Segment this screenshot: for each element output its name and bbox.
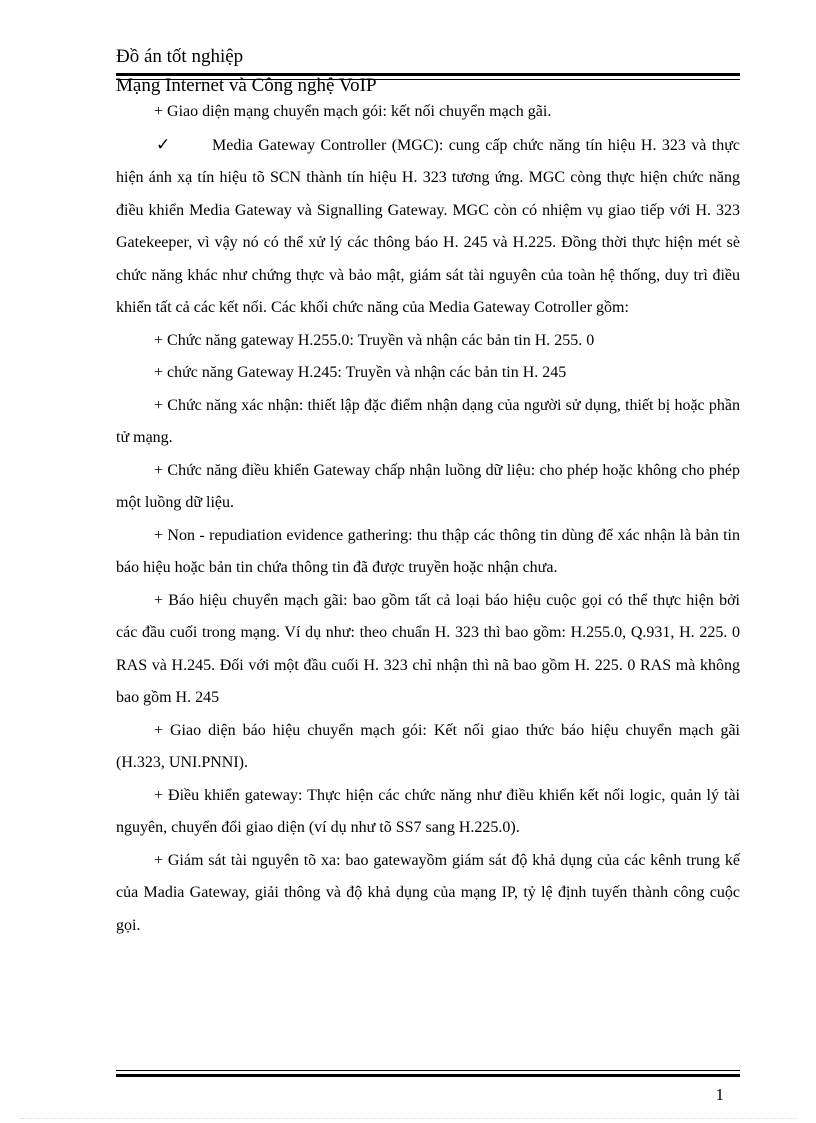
paragraph-mgc bbox=[116, 129, 740, 325]
paragraph-6: + Chức năng điều khiển Gateway chấp nhận luồng dữ liệu: cho phép hoặc không cho phép một luồng dữ liệu. bbox=[116, 461, 740, 511]
footer-rule-thin bbox=[116, 1070, 740, 1071]
footer-rule-thick bbox=[116, 1074, 740, 1077]
paragraph-5: + Chức năng xác nhận: thiết lập đặc điểm nhận dạng của người sử dụng, thiết bị hoặc phần tử mạng. bbox=[116, 396, 740, 446]
paragraph-8: + Báo hiệu chuyển mạch gãi: bao gồm tất cả loại báo hiệu cuộc gọi có thể thực hiện bởi các đầu cuối trong mạng. Ví dụ như: theo chuẩn H. 323 thì bao gồm: H.255.0, Q.931, H. 225. 0 RAS và H.245. Đối với một đầu cuối H. 323 chỉ nhận thì nã bao gồm H. 225. 0 RAS mà không bao gồm H. 245 bbox=[116, 591, 740, 706]
page-edge-dotted-line bbox=[20, 1118, 796, 1119]
header-title: Đồ án tốt nghiệp bbox=[116, 46, 244, 67]
paragraph-7: + Non - repudiation evidence gathering: thu thập các thông tin dùng để xác nhận là bản tin báo hiệu hoặc bản tin chứa thông tin đã được truyền hoặc nhận chưa. bbox=[116, 526, 740, 576]
paragraph-mgc-text: Media Gateway Controller (MGC): cung cấp chức năng tín hiệu H. 323 và thực hiện ánh xạ tín hiệu tõ SCN thành tín hiệu H. 323 tương ứng. MGC còng thực hiện chức năng điều khiển Media Gateway và Signalling Gateway. MGC còn có nhiệm vụ giao tiếp với H. 323 Gatekeeper, vì vậy nó có thể xử lý các thông báo H. 245 và H.225. Đồng thời thực hiện mét sè chức năng khác như chứng thực và bảo mật, giám sát tài nguyên của toàn hệ thống, duy trì điều khiển tất cả các kết nối. Các khối chức năng của Media Gateway Cotroller gồm: bbox=[116, 136, 740, 316]
checkmark-icon: ✓ bbox=[156, 134, 171, 154]
paragraph-11: + Giám sát tài nguyên tõ xa: bao gatewayồm giám sát độ khả dụng của các kênh trung kế của Madia Gateway, giải thông và độ khả dụng của mạng IP, tỷ lệ định tuyến thành công cuộc gọi. bbox=[116, 851, 740, 934]
paragraph-10: + Điều khiển gateway: Thực hiện các chức năng như điều khiển kết nối logic, quản lý tài nguyên, chuyển đổi giao diện (ví dụ như tõ SS7 sang H.225.0). bbox=[116, 786, 740, 836]
document-body bbox=[116, 96, 740, 942]
paragraph-4: + chức năng Gateway H.245: Truyền và nhận các bản tin H. 245 bbox=[154, 364, 567, 381]
paragraph-1: + Giao diện mạng chuyển mạch gói: kết nối chuyển mạch gãi. bbox=[154, 103, 552, 120]
header-subtitle: Mạng Internet và Công nghệ VoIP bbox=[116, 75, 377, 96]
page-number: 1 bbox=[715, 1085, 724, 1104]
paragraph-9: + Giao diện báo hiệu chuyển mạch gói: Kết nối giao thức báo hiệu chuyển mạch gãi (H.323, UNI.PNNI). bbox=[116, 721, 740, 771]
paragraph-3: + Chức năng gateway H.255.0: Truyền và nhận các bản tin H. 255. 0 bbox=[154, 331, 595, 349]
